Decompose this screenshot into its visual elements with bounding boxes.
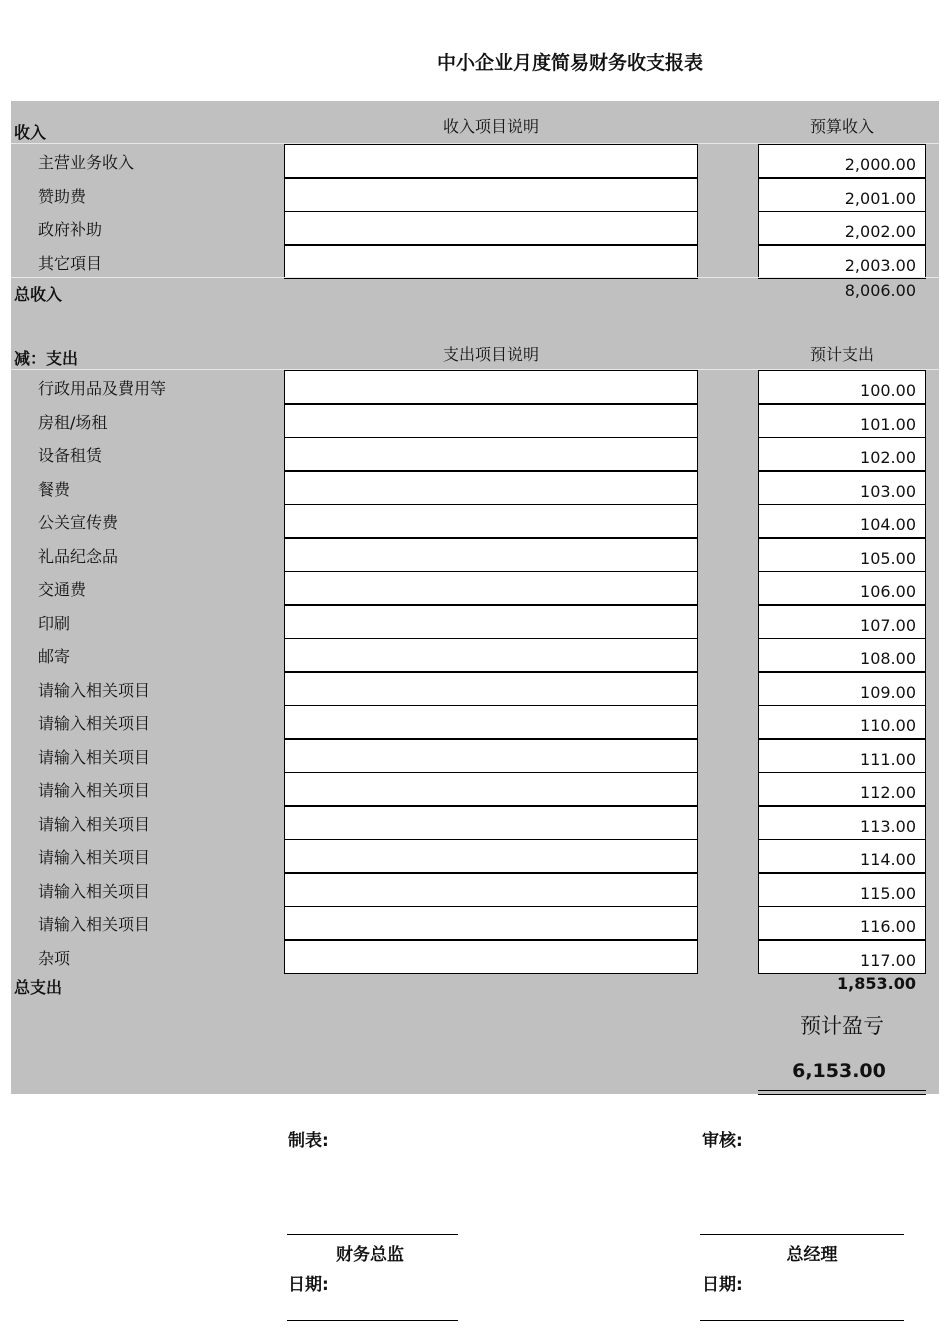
expense-amount-input[interactable]: 101.00 [758, 404, 926, 438]
expense-item-label: 请输入相关项目 [38, 681, 151, 700]
expense-item-label: 公关宣传费 [38, 513, 119, 532]
expense-item-label: 行政用品及費用等 [38, 379, 167, 398]
income-amount-input[interactable]: 2,002.00 [758, 211, 926, 245]
expense-amount-input[interactable]: 103.00 [758, 471, 926, 505]
income-total-value: 8,006.00 [844, 281, 916, 300]
expense-description-input[interactable] [284, 471, 698, 505]
expense-item-label: 餐费 [38, 480, 71, 499]
expense-amount-input[interactable]: 106.00 [758, 571, 926, 605]
expense-description-input[interactable] [284, 772, 698, 806]
expense-item-label: 房租/场租 [38, 413, 108, 432]
prepared-by-label: 制表: [288, 1131, 329, 1151]
income-section-label: 收入 [14, 123, 47, 142]
expense-description-input[interactable] [284, 873, 698, 907]
expense-description-input[interactable] [284, 437, 698, 471]
profit-value: 6,153.00 [792, 1060, 886, 1082]
date-left-label: 日期: [288, 1275, 329, 1295]
expense-amount-input[interactable]: 105.00 [758, 538, 926, 572]
finance-signature-line[interactable] [287, 1234, 458, 1235]
expense-total-value: 1,853.00 [837, 974, 916, 993]
expense-amount-input[interactable]: 113.00 [758, 806, 926, 840]
expense-item-label: 请输入相关项目 [38, 781, 151, 800]
income-rows-divider [11, 277, 939, 278]
income-description-input[interactable] [284, 144, 698, 178]
expense-amount-input[interactable]: 108.00 [758, 638, 926, 672]
manager-signature-line[interactable] [700, 1234, 904, 1235]
income-amount-header: 预算收入 [809, 117, 874, 136]
expense-description-input[interactable] [284, 906, 698, 940]
expense-description-input[interactable] [284, 605, 698, 639]
income-amount-input[interactable]: 2,000.00 [758, 144, 926, 178]
expense-description-input[interactable] [284, 739, 698, 773]
expense-item-label: 交通费 [38, 580, 87, 599]
income-item-label: 赞助费 [38, 187, 87, 206]
profit-underline-top [758, 1090, 926, 1091]
expense-description-input[interactable] [284, 538, 698, 572]
expense-item-label: 设备租赁 [38, 446, 103, 465]
expense-item-label: 请输入相关项目 [38, 848, 151, 867]
expense-item-label: 请输入相关项目 [38, 882, 151, 901]
date-right-line[interactable] [700, 1320, 904, 1321]
expense-item-label: 请输入相关项目 [38, 915, 151, 934]
expense-item-label: 请输入相关项目 [38, 748, 151, 767]
expense-item-label: 杂项 [38, 949, 71, 968]
expense-amount-header: 预计支出 [809, 345, 874, 364]
expense-description-input[interactable] [284, 638, 698, 672]
expense-amount-input[interactable]: 115.00 [758, 873, 926, 907]
income-description-input[interactable] [284, 178, 698, 212]
expense-amount-input[interactable]: 109.00 [758, 672, 926, 706]
general-manager-label: 总经理 [786, 1245, 838, 1265]
date-left-line[interactable] [287, 1320, 458, 1321]
expense-amount-input[interactable]: 107.00 [758, 605, 926, 639]
expense-item-label: 邮寄 [38, 647, 71, 666]
expense-total-label: 总支出 [14, 978, 63, 997]
income-description-input[interactable] [284, 245, 698, 279]
expense-section-label: 减：支出 [14, 349, 79, 368]
income-total-label: 总收入 [14, 285, 63, 304]
expense-amount-input[interactable]: 100.00 [758, 370, 926, 404]
expense-description-input[interactable] [284, 705, 698, 739]
profit-label: 预计盈亏 [800, 1014, 884, 1038]
expense-amount-input[interactable]: 117.00 [758, 940, 926, 974]
expense-amount-input[interactable]: 110.00 [758, 705, 926, 739]
income-item-label: 主营业务收入 [38, 153, 135, 172]
expense-amount-input[interactable]: 112.00 [758, 772, 926, 806]
expense-description-input[interactable] [284, 672, 698, 706]
income-amount-input[interactable]: 2,001.00 [758, 178, 926, 212]
income-description-input[interactable] [284, 211, 698, 245]
income-item-label: 政府补助 [38, 220, 103, 239]
expense-description-input[interactable] [284, 504, 698, 538]
income-amount-input[interactable]: 2,003.00 [758, 245, 926, 279]
page-title: 中小企业月度简易财务收支报表 [436, 52, 703, 74]
expense-amount-input[interactable]: 116.00 [758, 906, 926, 940]
expense-description-input[interactable] [284, 806, 698, 840]
expense-description-input[interactable] [284, 571, 698, 605]
income-item-label: 其它項目 [38, 254, 103, 273]
expense-amount-input[interactable]: 111.00 [758, 739, 926, 773]
expense-description-input[interactable] [284, 940, 698, 974]
finance-director-label: 财务总监 [336, 1245, 404, 1265]
reviewed-by-label: 审核: [702, 1131, 743, 1151]
expense-amount-input[interactable]: 114.00 [758, 839, 926, 873]
expense-item-label: 请输入相关项目 [38, 815, 151, 834]
date-right-label: 日期: [702, 1275, 743, 1295]
expense-amount-input[interactable]: 102.00 [758, 437, 926, 471]
expense-description-input[interactable] [284, 839, 698, 873]
expense-amount-input[interactable]: 104.00 [758, 504, 926, 538]
expense-description-input[interactable] [284, 404, 698, 438]
expense-description-input[interactable] [284, 370, 698, 404]
expense-item-label: 礼品纪念品 [38, 547, 119, 566]
expense-desc-header: 支出项目说明 [442, 345, 539, 364]
income-desc-header: 收入项目说明 [442, 117, 539, 136]
profit-underline-bottom [758, 1094, 926, 1095]
expense-item-label: 请输入相关项目 [38, 714, 151, 733]
expense-item-label: 印刷 [38, 614, 71, 633]
